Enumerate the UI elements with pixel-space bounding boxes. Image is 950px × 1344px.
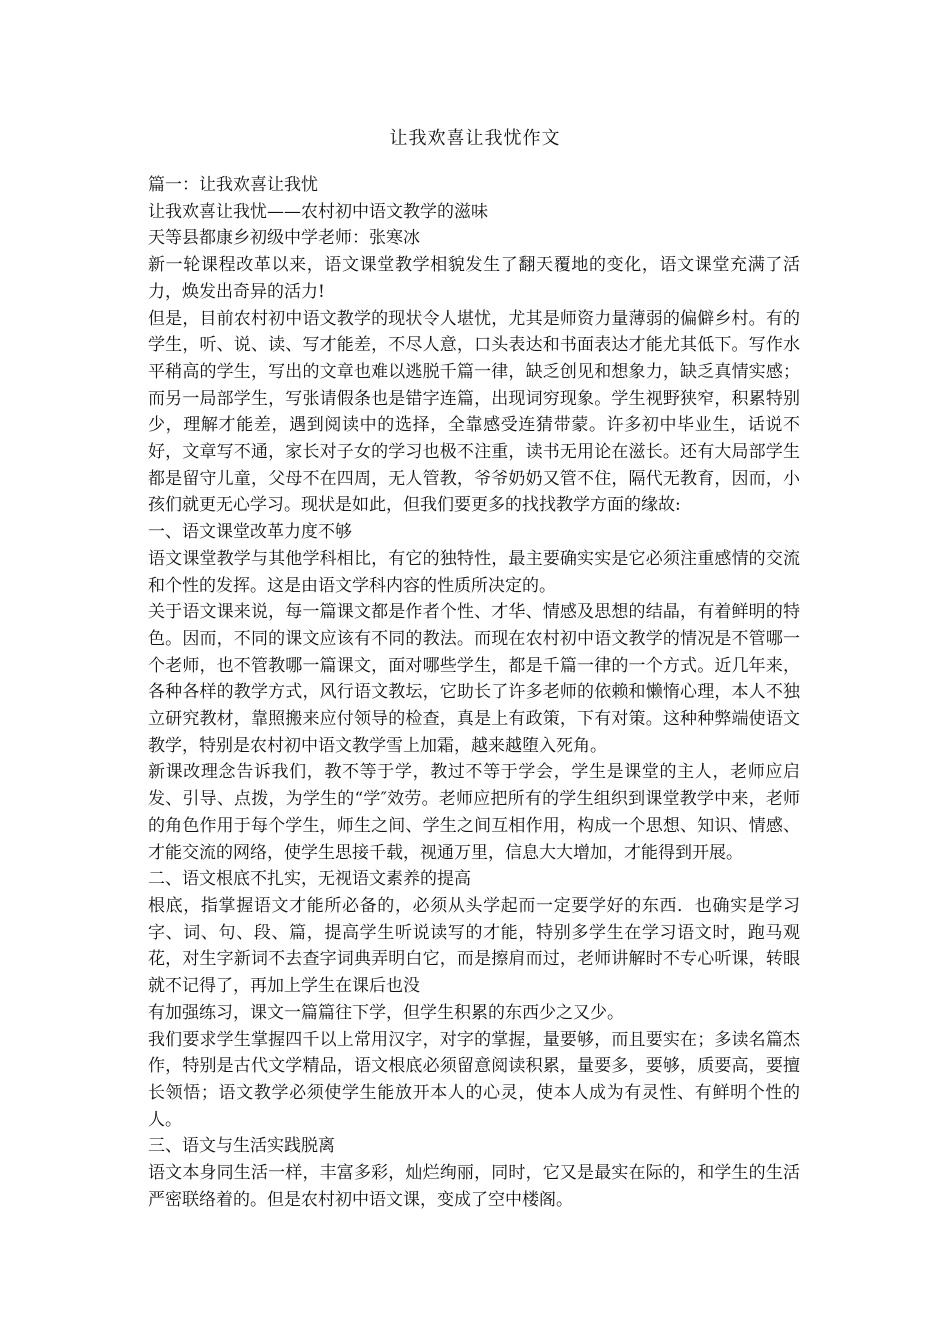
paragraph: 语文本身同生活一样，丰富多彩，灿烂绚丽，同时，它又是最实在际的，和学生的生活严密联络着的。但是农村初中语文课，变成了空中楼阁。 <box>148 1163 800 1210</box>
section-heading: 篇一：让我欢喜让我忧 <box>148 175 318 195</box>
paragraph: 根底，指掌握语文才能所必备的，必须从头学起而一定要学好的东西．也确实是学习字、词、句、段、篇，提高学生听说读写的才能，特别多学生在学习语文时，跑马观花，对生字新词不去查字词典弄明白它，而是擦肩而过，老师讲解时不专心听课，转眼就不记得了，再加上学生在课后也没 <box>148 895 800 997</box>
document-title: 让我欢喜让我忧作文 <box>389 128 561 149</box>
section-heading: 三、语文与生活实践脱离 <box>148 1136 335 1157</box>
section-heading: 一、语文课堂改革力度不够 <box>148 522 352 543</box>
author-line: 天等县都康乡初级中学老师：张寒冰 <box>148 228 420 249</box>
paragraph: 我们要求学生掌握四千以上常用汉字，对字的掌握，量要够，而且要实在；多读名篇杰作，特别是古代文学精品，语文根底必须留意阅读积累，量要多，要够，质要高，要擅长领悟；语文教学必须使学生能放开本人的心灵，使本人成为有灵性、有鲜明个性的人。 <box>148 1029 800 1130</box>
paragraph: 有加强练习，课文一篇篇往下学，但学生积累的东西少之又少。 <box>148 1002 624 1023</box>
paragraph: 新一轮课程改革以来，语文课堂教学相貌发生了翻天覆地的变化，语文课堂充满了活力，焕发出奇异的活力! <box>148 255 800 302</box>
section-heading: 二、语文根底不扎实，无视语文素养的提高 <box>148 869 471 890</box>
document-body <box>148 172 800 1213</box>
article-title: 让我欢喜让我忧——农村初中语文教学的滋味 <box>148 201 488 222</box>
paragraph: 但是，目前农村初中语文教学的现状令人堪忧，尤其是师资力量薄弱的偏僻乡村。有的学生，听、说、读、写才能差，不尽人意，口头表达和书面表达才能尤其低下。写作水平稍高的学生，写出的文章也难以逃脱千篇一律，缺乏创见和想象力，缺乏真情实感；而另一局部学生，写张请假条也是错字连篇，出现词穷现象。学生视野狭窄，积累特别少，理解才能差，遇到阅读中的选择，全靠感受连猜带蒙。许多初中毕业生，话说不好，文章写不通，家长对子女的学习也极不注重，读书无用论在滋长。还有大局部学生都是留守儿童，父母不在四周，无人管教，爷爷奶奶又管不住，隔代无教育，因而，小孩们就更无心学习。现状是如此，但我们要更多的找找教学方面的缘故: <box>148 308 800 516</box>
paragraph: 语文课堂教学与其他学科相比，有它的独特性，最主要确实实是它必须注重感情的交流和个性的发挥。这是由语文学科内容的性质所决定的。 <box>148 548 800 596</box>
paragraph: 新课改理念告诉我们，教不等于学，教过不等于学会，学生是课堂的主人，老师应启发、引导、点拨，为学生的“学″效劳。老师应把所有的学生组织到课堂教学中来，老师的角色作用于每个学生，师生之间、学生之间互相作用，构成一个思想、知识、情感、才能交流的网络，使学生思接千载，视通万里，信息大大增加，才能得到开展。 <box>148 762 800 863</box>
paragraph: 关于语文课来说，每一篇课文都是作者个性、才华、情感及思想的结晶，有着鲜明的特色。因而，不同的课文应该有不同的教法。而现在农村初中语文教学的情况是不管哪一个老师，也不管教哪一篇课文，面对哪些学生，都是千篇一律的一个方式。近几年来，各种各样的教学方式，风行语文教坛，它助长了许多老师的依赖和懒惰心理，本人不独立研究教材，靠照搬来应付领导的检查，真是上有政策，下有对策。这种种弊端使语文教学，特别是农村初中语文教学雪上加霜，越来越堕入死角。 <box>148 602 800 756</box>
